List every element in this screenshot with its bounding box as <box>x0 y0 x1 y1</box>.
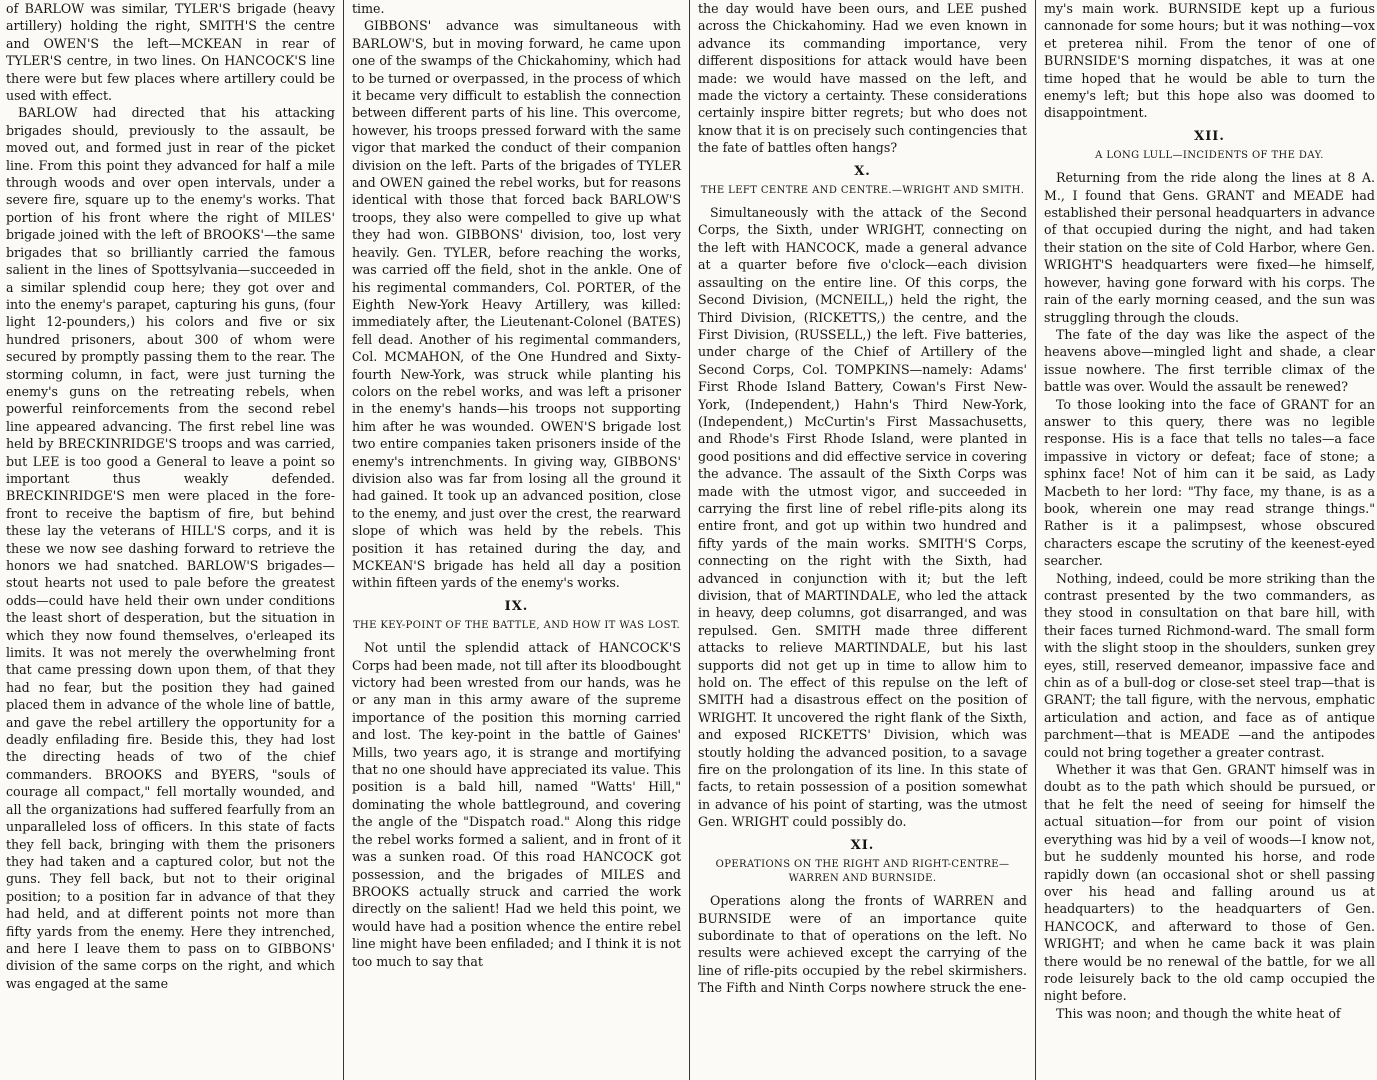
column-1 <box>0 0 341 1080</box>
section-heading: OPERATIONS ON THE RIGHT AND RIGHT-CENTRE—WARREN AND BURNSIDE. <box>715 859 1010 885</box>
section-number: XI. <box>850 837 875 853</box>
paragraph: GIBBONS' advance was simultaneous with BARLOW'S, but in moving forward, he came upon one of the swamps of the Chickahominy, which had to be turned or overpassed, in the process of which it became very difficult to establish the connection between different parts of his line. This overcome, however, his troops pressed forward with the same vigor that marked the conduct of their companion division on the left. Parts of the brigades of TYLER and OWEN gained the rebel works, but for reasons identical with those that forced back BARLOW'S troops, they also were compelled to give up what they had won. GIBBONS' division, too, lost very heavily. Gen. TYLER, before reaching the works, was carried off the field, shot in the ankle. One of his regimental commanders, Col. PORTER, of the Eighth New-York Heavy Artillery, was killed: immediately after, the Lieutenant-Colonel (BATES) fell dead. Another of his regimental commanders, Col. MCMAHON, of the One Hundred and Sixty-fourth New-York, was struck while planting his colors on the rebel works, and was left a prisoner in the enemy's hands—his troops not supporting him after he was wounded. OWEN'S brigade lost two entire companies taken prisoners inside of the enemy's intrenchments. In giving way, GIBBONS' division also was far from losing all the ground it had gained. It took up an advanced position, close to the enemy, and just over the crest, the rearward slope of which was held by the rebels. This position it has retained during the day, and MCKEAN'S brigade has held all day a position within fifteen yards of the enemy's works. <box>352 18 681 591</box>
column-rule <box>1035 0 1036 1080</box>
paragraph: This was noon; and though the white heat of <box>1056 1005 1341 1021</box>
paragraph: the day would have been ours, and LEE pushed across the Chickahominy. Had we even known in advance its commanding importance, very different dispositions for attack would have been made: we would have massed on the left, and made the victory a certainty. These considerations certainly inspire bitter regrets; but who does not know that it is on precisely such contingencies that the fate of battles often hangs? <box>698 1 1027 156</box>
column-2 <box>346 0 687 1080</box>
paragraph: BARLOW had directed that his attacking brigades should, previously to the assault, be moved out, and formed just in rear of the picket line. From this point they advanced for half a mile through woods and over open intervals, under a severe fire, square up to the enemy's works. That portion of his front where the right of MILES' brigade joined with the left of BROOKS'—the same brigades that so brilliantly carried the famous salient in the lines of Spottsylvania—succeeded in a similar splendid coup here; they got over and into the enemy's parapet, capturing his guns, (four light 12-pounders,) his colors and five or six hundred prisoners, about 300 of whom were secured by promptly passing them to the rear. The storming column, in fact, were just turning the enemy's guns on the retreating rebels, when powerful reinforcements from the second rebel line appeared advancing. The first rebel line was held by BRECKINRIDGE'S troops and was carried, but LEE is too good a General to leave a point so important thus weakly defended. BRECKINRIDGE'S men were placed in the fore-front to receive the baptism of fire, but behind these lay the veterans of HILL'S corps, and it is these we now see dashing forward to retrieve the honors we had snatched. BARLOW'S brigades—stout hearts not used to pale before the greatest odds—could have held their own under conditions the least short of desperation, but the situation in which they now found themselves, o'erleaped its limits. It was not merely the overwhelming front that came pressing down upon them, of that they had no fear, but the position they had gained placed them in advance of the whole line of battle, and gave the rebel artillery the opportunity for a deadly enfilading fire. Beside this, they had lost the directing heads of two of the chief commanders. BROOKS and BYERS, "souls of courage all compact," fell mortally wounded, and all the organizations had suffered fearfully from an unparalleled loss of officers. In this state of facts they fell back, bringing with them the prisoners they had taken and a captured color, but not the guns. They fell back, but not to their original position; to a position far in advance of that they had held, and at different points not more than fifty yards from the enemy. Here they intrenched, and here I leave them to pass on to GIBBONS' division of the same corps on the right, and which was engaged at the same <box>6 105 335 991</box>
paragraph: Simultaneously with the attack of the Second Corps, the Sixth, under WRIGHT, connecting on the left with HANCOCK, made a general advance at a quarter before five o'clock—each division assaulting on the entire line. Of this corps, the Second Division, (MCNEILL,) held the right, the Third Division, (RICKETTS,) the centre, and the First Division, (RUSSELL,) the left. Five batteries, under charge of the Chief of Artillery of the Second Corps, Col. TOMPKINS—namely: Adams' First Rhode Island Battery, Cowan's First New-York, (Independent,) Hahn's Third New-York, (Independent,) McCurtin's First Massachusetts, and Rhode's First Rhode Island, were planted in good positions and did effective service in covering the advance. The assault of the Sixth Corps was made with the utmost vigor, and succeeded in carrying the first line of rebel rifle-pits along its entire front, and got up within two hundred and fifty yards of the main works. SMITH'S Corps, connecting on the right with the Sixth, had advanced in conjunction with it; but the left division, that of MARTINDALE, who led the attack in heavy, deep columns, got disarranged, and was repulsed. Gen. SMITH made three different attacks to relieve MARTINDALE, but his last supports did not get up in time to allow him to hold on. The effect of this repulse on the left of SMITH had a disastrous effect on the position of WRIGHT. It uncovered the right flank of the Sixth, and exposed RICKETTS' Division, which was stoutly holding the advanced position, to a savage fire on the prolongation of its line. In this state of facts, to retain possession of a position somewhat in advance of his point of starting, was the utmost Gen. WRIGHT could possibly do. <box>698 205 1027 830</box>
paragraph: Returning from the ride along the lines at 8 A. M., I found that Gens. GRANT and MEADE had established their personal headquarters in advance of that occupied during the night, and had taken their station on the site of Cold Harbor, where Gen. WRIGHT'S headquarters were fixed—he himself, however, having gone forward with his corps. The rain of the early morning ceased, and the sun was struggling through the clouds. <box>1044 170 1375 325</box>
paragraph: of BARLOW was similar, TYLER'S brigade (heavy artillery) holding the right, SMITH'S the centre and OWEN'S the left—MCKEAN in rear of TYLER'S centre, in two lines. On HANCOCK'S line there were but few places where artillery could be used with effect. <box>6 1 335 104</box>
column-rule <box>343 0 344 1080</box>
paragraph: Nothing, indeed, could be more striking than the contrast presented by the two commanders, as they stood in consultation on that bare hill, with their faces turned Richmond-ward. The small form with the slight stoop in the shoulders, sunken grey eyes, still, reserved demeanor, impassive face and chin as of a bull-dog or close-set steel trap—that is GRANT; the tall figure, with the nervous, emphatic articulation and action, and face as of antique parchment—that is MEADE —and the antipodes could not bring together a greater contrast. <box>1044 570 1375 760</box>
paragraph: To those looking into the face of GRANT for an answer to this query, there was no legible response. His is a face that tells no tales—a face impassive in victory or defeat; face of stone; a sphinx face! Not of him can it be said, as Lady Macbeth to her lord: "Thy face, my thane, is as a book, wherein one may read strange things." Rather is it a palimpsest, whose obscured characters escape the scrutiny of the keenest-eyed searcher. <box>1044 396 1375 569</box>
section-number: X. <box>854 163 871 179</box>
section-heading: A LONG LULL—INCIDENTS OF THE DAY. <box>1095 150 1324 162</box>
paragraph: The fate of the day was like the aspect of the heavens above—mingled light and shade, a clear issue nowhere. The first terrible climax of the battle was over. Would the assault be renewed? <box>1044 326 1375 395</box>
column-3 <box>692 0 1033 1080</box>
column-rule <box>689 0 690 1080</box>
column-4 <box>1038 0 1377 1080</box>
section-heading: THE KEY-POINT OF THE BATTLE, AND HOW IT WAS LOST. <box>352 620 681 632</box>
section-number: IX. <box>504 598 529 614</box>
paragraph: Whether it was that Gen. GRANT himself was in doubt as to the path which should be pursued, or that he felt the need of seeing for himself the actual situation—for from our point of vision everything was hid by a veil of woods—I know not, but he suddenly mounted his horse, and rode rapidly down (an occasional shot or shell passing over his head and falling around us at headquarters) to the headquarters of Gen. HANCOCK, and afterward to those of Gen. WRIGHT; and when he came back it was plain there would be no renewal of the battle, for we all rode leisurely back to the old camp occupied the night before. <box>1044 762 1375 1004</box>
paragraph: Operations along the fronts of WARREN and BURNSIDE were of an importance quite subordinate to that of operations on the left. No results were achieved except the carrying of the line of rifle-pits occupied by the rebel skirmishers. The Fifth and Ninth Corps nowhere struck the ene- <box>698 893 1027 996</box>
paragraph: Not until the splendid attack of HANCOCK'S Corps had been made, not till after its bloodbought victory had been wrested from our hands, was he or any man in this army aware of the supreme importance of the position this morning carried and lost. The key-point in the battle of Gaines' Mills, two years ago, it is strange and mortifying that no one should have appreciated its value. This position is a bald hill, named "Watts' Hill," dominating the whole battleground, and covering the angle of the "Dispatch road." Along this ridge the rebel works formed a salient, and in front of it was a sunken road. Of this road HANCOCK got possession, and the brigades of MILES and BROOKS actually struck and carried the work directly on the salient! Had we held this point, we would have had a position whence the entire rebel line might have been enfiladed; and I think it is not too much to say that <box>352 640 681 969</box>
paragraph: my's main work. BURNSIDE kept up a furious cannonade for some hours; but it was nothing—vox et preterea nihil. From the tenor of one of BURNSIDE'S morning dispatches, it was at one time hoped that he would be able to turn the enemy's left; but this hope also was doomed to disappointment. <box>1044 1 1375 121</box>
section-heading: THE LEFT CENTRE AND CENTRE.—WRIGHT AND SMITH. <box>700 185 1025 197</box>
paragraph: time. <box>352 1 385 16</box>
section-number: XII. <box>1194 128 1225 144</box>
